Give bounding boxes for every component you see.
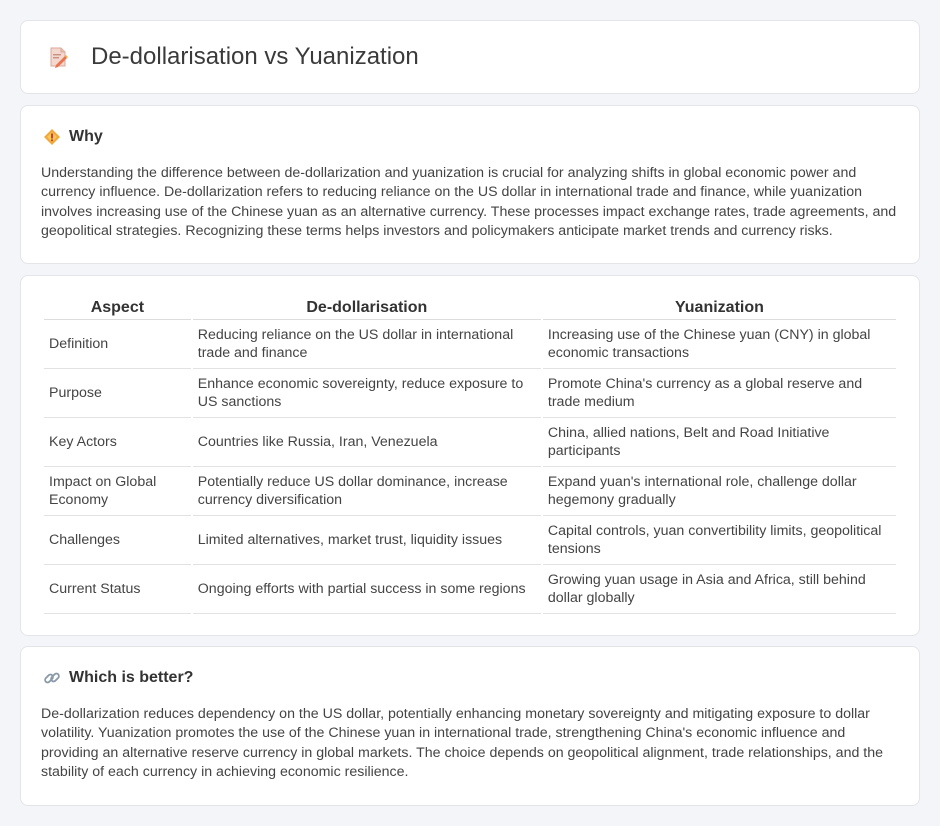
table-cell: Countries like Russia, Iran, Venezuela — [193, 418, 541, 467]
table-row — [44, 369, 896, 418]
table-cell: Ongoing efforts with partial success in some regions — [193, 565, 541, 614]
which-is-better-heading: Which is better? — [69, 669, 194, 686]
table-cell-aspect: Purpose — [44, 369, 191, 418]
table-cell-aspect: Definition — [44, 320, 191, 369]
document-edit-icon — [47, 46, 69, 68]
which-is-better-card — [20, 646, 920, 806]
table-cell: Reducing reliance on the US dollar in international trade and finance — [193, 320, 541, 369]
page-title: De-dollarisation vs Yuanization — [91, 43, 419, 70]
column-header-aspect: Aspect — [44, 298, 191, 320]
table-cell: Potentially reduce US dollar dominance, increase currency diversification — [193, 467, 541, 516]
table-cell: Increasing use of the Chinese yuan (CNY) in global economic transactions — [543, 320, 896, 369]
table-cell: Promote China's currency as a global reserve and trade medium — [543, 369, 896, 418]
table-cell-aspect: Key Actors — [44, 418, 191, 467]
column-header-de-dollarisation: De-dollarisation — [193, 298, 541, 320]
which-is-better-text: De-dollarization reduces dependency on the US dollar, potentially enhancing monetary sovereignty and mitigating exposure to dollar volatility. Yuanization promotes the use of the Chinese yuan in international trade, strengthening China's economic influence and providing an alternative reserve currency in global markets. The choice depends on geopolitical alignment, trade relationships, and the stability of each currency in achieving economic resilience. — [41, 706, 884, 781]
table-row — [44, 418, 896, 467]
table-cell: Limited alternatives, market trust, liquidity issues — [193, 516, 541, 565]
table-header-row — [44, 298, 896, 320]
comparison-card — [20, 275, 920, 636]
diamond-sign-icon — [43, 128, 61, 146]
column-header-yuanization: Yuanization — [543, 298, 896, 320]
link-icon — [43, 669, 61, 687]
table-row — [44, 516, 896, 565]
table-cell: Growing yuan usage in Asia and Africa, still behind dollar globally — [543, 565, 896, 614]
table-cell-aspect: Challenges — [44, 516, 191, 565]
why-card — [20, 105, 920, 264]
table-row — [44, 565, 896, 614]
table-cell-aspect: Impact on Global Economy — [44, 467, 191, 516]
table-row — [44, 467, 896, 516]
table-cell-aspect: Current Status — [44, 565, 191, 614]
why-text: Understanding the difference between de-dollarization and yuanization is crucial for analyzing shifts in global economic power and currency influence. De-dollarization refers to reducing reliance on the US dollar in international trade and finance, while yuanization involves increasing use of the Chinese yuan as an alternative currency. These processes impact exchange rates, trade agreements, and geopolitical strategies. Recognizing these terms helps investors and policymakers anticipate market trends and currency risks. — [41, 165, 897, 240]
title-card — [20, 20, 920, 94]
table-cell: Capital controls, yuan convertibility limits, geopolitical tensions — [543, 516, 896, 565]
table-cell: Enhance economic sovereignty, reduce exposure to US sanctions — [193, 369, 541, 418]
why-heading: Why — [69, 128, 103, 145]
table-row — [44, 320, 896, 369]
table-cell: China, allied nations, Belt and Road Initiative participants — [543, 418, 896, 467]
table-cell: Expand yuan's international role, challenge dollar hegemony gradually — [543, 467, 896, 516]
comparison-table — [42, 298, 898, 614]
